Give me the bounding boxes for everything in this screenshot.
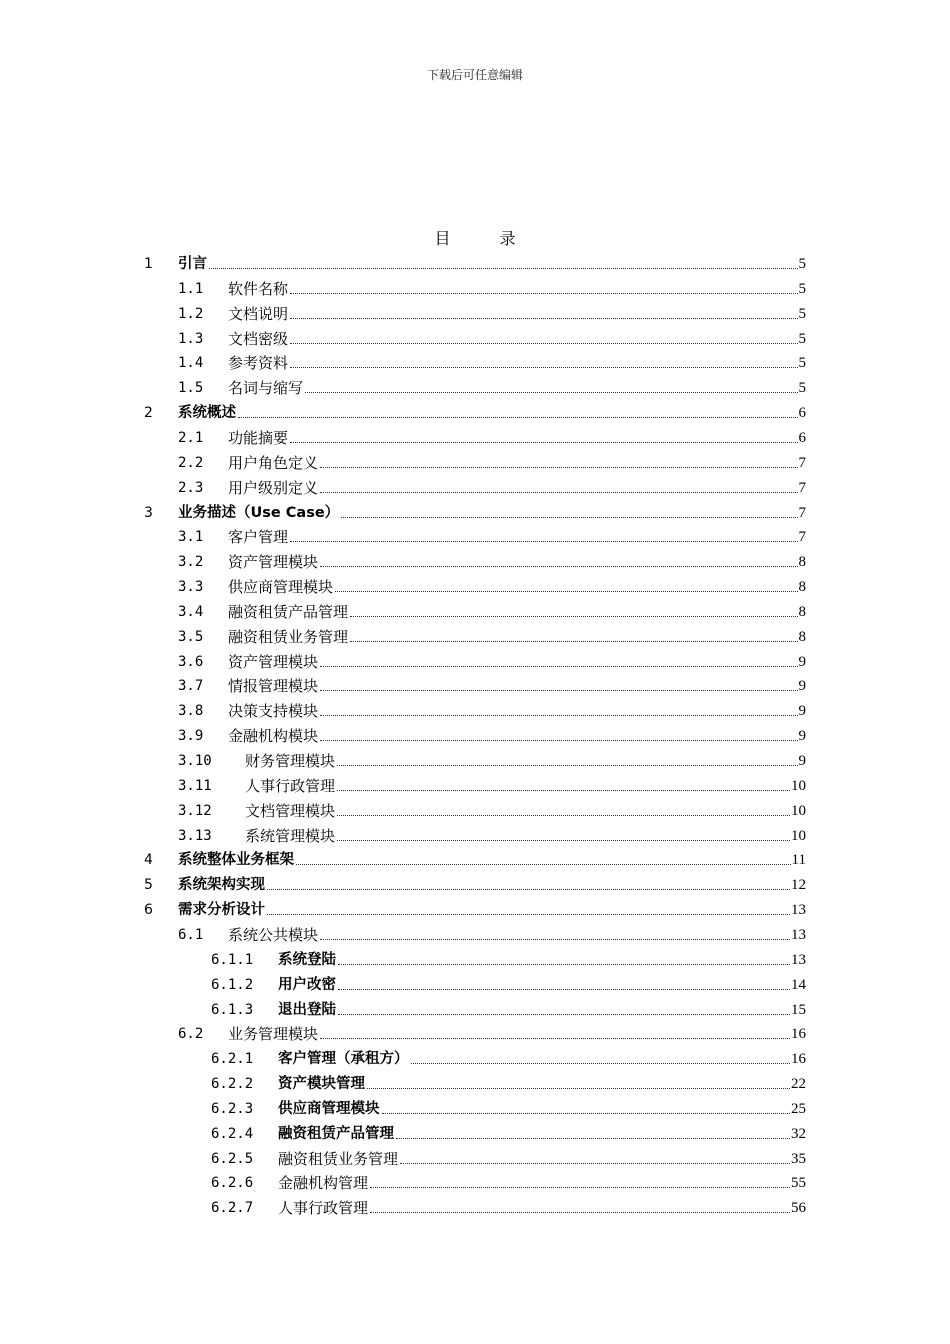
toc-entry-page: 8 <box>798 554 806 571</box>
toc-entry-title: 系统登陆 <box>278 951 336 968</box>
toc-leader-dots <box>290 318 797 319</box>
toc-entry-number: 6.2 <box>178 1026 204 1043</box>
toc-entry-number: 6.2.1 <box>211 1051 254 1068</box>
toc-entry[interactable] <box>0 498 950 522</box>
toc-entry-number: 2.1 <box>178 429 204 446</box>
toc-leader-dots <box>335 591 797 592</box>
toc-entry-title: 财务管理模块 <box>245 752 336 770</box>
toc-entry[interactable] <box>0 348 950 372</box>
toc-entry-title: 软件名称 <box>228 279 289 298</box>
toc-entry-page: 9 <box>798 753 806 769</box>
toc-entry-page: 14 <box>791 976 806 993</box>
toc-entry-number: 2 <box>144 405 153 422</box>
toc-entry-page: 9 <box>798 728 806 745</box>
toc-leader-dots <box>320 939 790 940</box>
toc-entry-title: 金融机构管理 <box>278 1174 369 1193</box>
toc-entry-page: 13 <box>791 902 806 919</box>
toc-entry[interactable] <box>0 423 950 447</box>
toc-entry-page: 12 <box>791 877 806 894</box>
toc-entry-title: 人事行政管理 <box>278 1199 369 1218</box>
toc-entry[interactable] <box>0 970 950 994</box>
toc-entry[interactable] <box>0 448 950 472</box>
toc-entry[interactable] <box>0 274 950 298</box>
toc-entry-number: 2.3 <box>178 479 204 496</box>
toc-leader-dots <box>411 1063 791 1064</box>
toc-leader-dots <box>238 417 798 418</box>
toc-entry-number: 1.4 <box>178 355 204 372</box>
toc-entry-title: 客户管理（承租方） <box>278 1051 409 1068</box>
toc-entry-page: 6 <box>798 405 806 422</box>
toc-leader-dots <box>320 467 797 468</box>
toc-entry-title: 系统概述 <box>178 405 236 422</box>
toc-leader-dots <box>370 1187 790 1188</box>
toc-entry[interactable] <box>0 1069 950 1093</box>
toc-entry-page: 16 <box>791 1051 806 1068</box>
toc-entry-number: 3.10 <box>178 753 212 769</box>
toc-entry-title: 用户角色定义 <box>228 453 319 472</box>
toc-entry-title: 资产模块管理 <box>278 1076 365 1093</box>
toc-entry-title: 退出登陆 <box>278 1001 336 1018</box>
toc-entry-title: 资产管理模块 <box>228 652 319 671</box>
toc-entry-title: 融资租赁产品管理 <box>228 602 349 621</box>
toc-entry-title: 文档管理模块 <box>245 801 336 820</box>
toc-leader-dots <box>350 641 797 642</box>
toc-entry-title: 引言 <box>178 256 207 272</box>
toc-entry[interactable] <box>0 1119 950 1143</box>
toc-entry[interactable] <box>0 945 950 969</box>
toc-leader-dots <box>296 864 791 865</box>
toc-entry[interactable] <box>0 671 950 695</box>
toc-entry[interactable] <box>0 771 950 795</box>
toc-leader-dots <box>337 765 797 766</box>
toc-entry[interactable] <box>0 1144 950 1168</box>
toc-entry[interactable] <box>0 522 950 546</box>
toc-entry-page: 8 <box>798 603 806 620</box>
toc-entry[interactable] <box>0 696 950 720</box>
toc-entry-page: 5 <box>798 380 806 397</box>
toc-entry-title: 融资租赁业务管理 <box>278 1149 399 1168</box>
toc-entry-page: 7 <box>798 479 806 496</box>
toc-leader-dots <box>209 268 798 269</box>
toc-leader-dots <box>338 989 790 990</box>
toc-entry[interactable] <box>0 299 950 323</box>
toc-entry[interactable] <box>0 796 950 820</box>
toc-leader-dots <box>337 840 790 841</box>
toc-entry-number: 5 <box>144 877 153 894</box>
toc-entry-number: 6.2.3 <box>211 1100 254 1117</box>
toc-entry[interactable] <box>0 920 950 944</box>
toc-entry-page: 13 <box>791 926 806 943</box>
toc-entry[interactable] <box>0 324 950 348</box>
toc-entry-page: 7 <box>798 504 806 521</box>
toc-leader-dots <box>382 1113 791 1114</box>
toc-entry-title: 业务管理模块 <box>228 1025 319 1044</box>
toc-leader-dots <box>337 790 790 791</box>
toc-entry[interactable] <box>0 895 950 919</box>
toc-entry-number: 3.5 <box>178 628 204 645</box>
toc-entry[interactable] <box>0 746 950 770</box>
toc-leader-dots <box>305 392 797 393</box>
toc-entry-page: 32 <box>791 1125 806 1142</box>
toc-entry-title: 用户改密 <box>278 976 336 993</box>
toc-leader-dots <box>320 690 797 691</box>
toc-entry[interactable] <box>0 870 950 894</box>
toc-entry[interactable] <box>0 473 950 497</box>
toc-leader-dots <box>320 566 797 567</box>
toc-entry-page: 55 <box>791 1175 806 1192</box>
toc-leader-dots <box>337 815 790 816</box>
toc-leader-dots <box>320 715 797 716</box>
toc-entry-page: 9 <box>798 653 806 670</box>
toc-leader-dots <box>290 293 797 294</box>
toc-leader-dots <box>367 1088 790 1089</box>
toc-entry-page: 7 <box>798 454 806 471</box>
toc-leader-dots <box>320 666 797 667</box>
toc-entry-number: 3.12 <box>178 802 212 819</box>
toc-leader-dots <box>350 616 797 617</box>
toc-entry[interactable] <box>0 373 950 397</box>
toc-entry-number: 3.13 <box>178 827 212 844</box>
toc-entry-title: 系统公共模块 <box>228 925 319 944</box>
toc-entry-number: 3.11 <box>178 777 212 794</box>
toc-leader-dots <box>400 1163 790 1164</box>
toc-entry-page: 5 <box>798 355 806 372</box>
toc-entry-title: 系统管理模块 <box>245 826 336 845</box>
toc-leader-dots <box>267 914 790 915</box>
toc-entry-page: 10 <box>791 827 806 844</box>
toc-entry-page: 9 <box>798 678 806 695</box>
toc-entry-title: 客户管理 <box>228 528 289 547</box>
toc-entry-number: 6.2.2 <box>211 1076 254 1093</box>
toc-entry-page: 5 <box>798 330 806 347</box>
toc-entry[interactable] <box>0 995 950 1019</box>
toc-leader-dots <box>338 964 790 965</box>
toc-entry-number: 2.2 <box>178 454 204 471</box>
toc-entry-title: 名词与缩写 <box>228 379 304 398</box>
toc-entry[interactable] <box>0 845 950 869</box>
toc-entry-title: 融资租赁产品管理 <box>278 1125 394 1142</box>
toc-entry-page: 22 <box>791 1076 806 1093</box>
toc-entry[interactable] <box>0 622 950 646</box>
toc-leader-dots <box>341 517 797 518</box>
toc-entry-title: 人事行政管理 <box>245 776 336 795</box>
toc-leader-dots <box>396 1138 790 1139</box>
toc-entry-number: 3.7 <box>178 678 204 695</box>
toc-entry-title: 系统整体业务框架 <box>178 852 294 869</box>
toc-entry-title: 资产管理模块 <box>228 553 319 572</box>
toc-title: 目 录 <box>434 229 538 248</box>
toc-entry[interactable] <box>0 721 950 745</box>
toc-leader-dots <box>267 889 790 890</box>
toc-entry-title: 参考资料 <box>228 354 289 373</box>
toc-entry-number: 3.3 <box>178 579 204 596</box>
toc-leader-dots <box>320 740 797 741</box>
toc-entry-number: 6.1.1 <box>211 951 254 968</box>
toc-entry-page: 10 <box>791 777 806 794</box>
toc-entry-number: 3.9 <box>178 728 204 745</box>
toc-entry-title: 业务描述（Use Case） <box>178 504 340 521</box>
toc-entry-number: 6.2.4 <box>211 1125 254 1142</box>
toc-entry[interactable] <box>0 1168 950 1192</box>
toc-leader-dots <box>290 541 797 542</box>
toc-entry-title: 融资租赁业务管理 <box>228 627 349 646</box>
toc-leader-dots <box>290 442 797 443</box>
toc-entry-number: 3.8 <box>178 703 204 720</box>
toc-entry-number: 6.1 <box>178 926 204 943</box>
toc-entry-page: 11 <box>791 852 806 869</box>
toc-entry[interactable] <box>0 572 950 596</box>
toc-entry-number: 1.5 <box>178 380 204 397</box>
toc-leader-dots <box>320 492 797 493</box>
toc-entry-number: 6 <box>144 902 153 919</box>
toc-entry-title: 供应商管理模块 <box>278 1100 380 1117</box>
toc-entry-number: 6.2.7 <box>211 1200 254 1217</box>
toc-entry-number: 3.1 <box>178 529 204 546</box>
toc-entry-number: 4 <box>144 852 153 869</box>
toc-entry-title: 决策支持模块 <box>228 702 319 721</box>
toc-entry[interactable] <box>0 1193 950 1217</box>
toc-entry-number: 6.1.3 <box>211 1001 254 1018</box>
toc-entry-number: 1.3 <box>178 330 204 347</box>
toc-entry[interactable] <box>0 1044 950 1068</box>
toc-entry-title: 文档说明 <box>228 304 289 323</box>
toc-entry-title: 功能摘要 <box>228 428 289 447</box>
toc-entry[interactable] <box>0 1019 950 1043</box>
toc-leader-dots <box>290 367 797 368</box>
toc-entry[interactable] <box>0 249 950 273</box>
toc-entry-title: 文档密级 <box>228 329 289 348</box>
toc-entry-number: 1.1 <box>178 280 204 297</box>
toc-entry-number: 6.2.6 <box>211 1175 254 1192</box>
toc-entry-page: 10 <box>791 802 806 819</box>
toc-entry[interactable] <box>0 647 950 671</box>
toc-entry-page: 16 <box>791 1026 806 1043</box>
toc-entry-page: 7 <box>798 529 806 546</box>
toc-entry-page: 5 <box>798 305 806 322</box>
toc-entry-page: 8 <box>798 579 806 596</box>
toc-entry-page: 5 <box>798 280 806 297</box>
toc-entry-number: 6.1.2 <box>211 976 254 993</box>
toc-entry-title: 金融机构模块 <box>228 727 319 746</box>
toc-entry-page: 9 <box>798 703 806 720</box>
toc-entry-number: 6.2.5 <box>211 1150 254 1167</box>
toc-entry-page: 35 <box>791 1150 806 1167</box>
toc-entry-title: 供应商管理模块 <box>228 578 334 597</box>
toc-entry-page: 15 <box>791 1001 806 1018</box>
toc-entry[interactable] <box>0 597 950 621</box>
toc-entry-title: 系统架构实现 <box>178 877 265 894</box>
toc-entry-number: 1.2 <box>178 305 204 322</box>
toc-leader-dots <box>370 1212 790 1213</box>
toc-entry-number: 3.4 <box>178 603 204 620</box>
toc-entry-page: 13 <box>791 951 806 968</box>
toc-entry[interactable] <box>0 821 950 845</box>
toc-entry-number: 3 <box>144 504 153 521</box>
toc-entry-page: 25 <box>791 1100 806 1117</box>
toc-entry-page: 56 <box>791 1200 806 1217</box>
toc-leader-dots <box>338 1014 790 1015</box>
toc-entry-number: 3.2 <box>178 554 204 571</box>
toc-entry[interactable] <box>0 547 950 571</box>
page-header: 下载后可任意编辑 <box>426 68 523 82</box>
toc-entry-number: 1 <box>144 256 153 272</box>
toc-entry-page: 5 <box>798 256 806 272</box>
toc-entry-number: 3.6 <box>178 653 204 670</box>
toc-entry-page: 6 <box>798 429 806 446</box>
toc-entry-page: 8 <box>798 628 806 645</box>
toc-leader-dots <box>320 1038 790 1039</box>
toc-entry[interactable] <box>0 398 950 422</box>
toc-entry-title: 情报管理模块 <box>228 677 319 696</box>
toc-entry-title: 需求分析设计 <box>178 902 265 919</box>
toc-leader-dots <box>290 343 797 344</box>
toc-entry[interactable] <box>0 1094 950 1118</box>
toc-entry-title: 用户级别定义 <box>228 478 319 497</box>
